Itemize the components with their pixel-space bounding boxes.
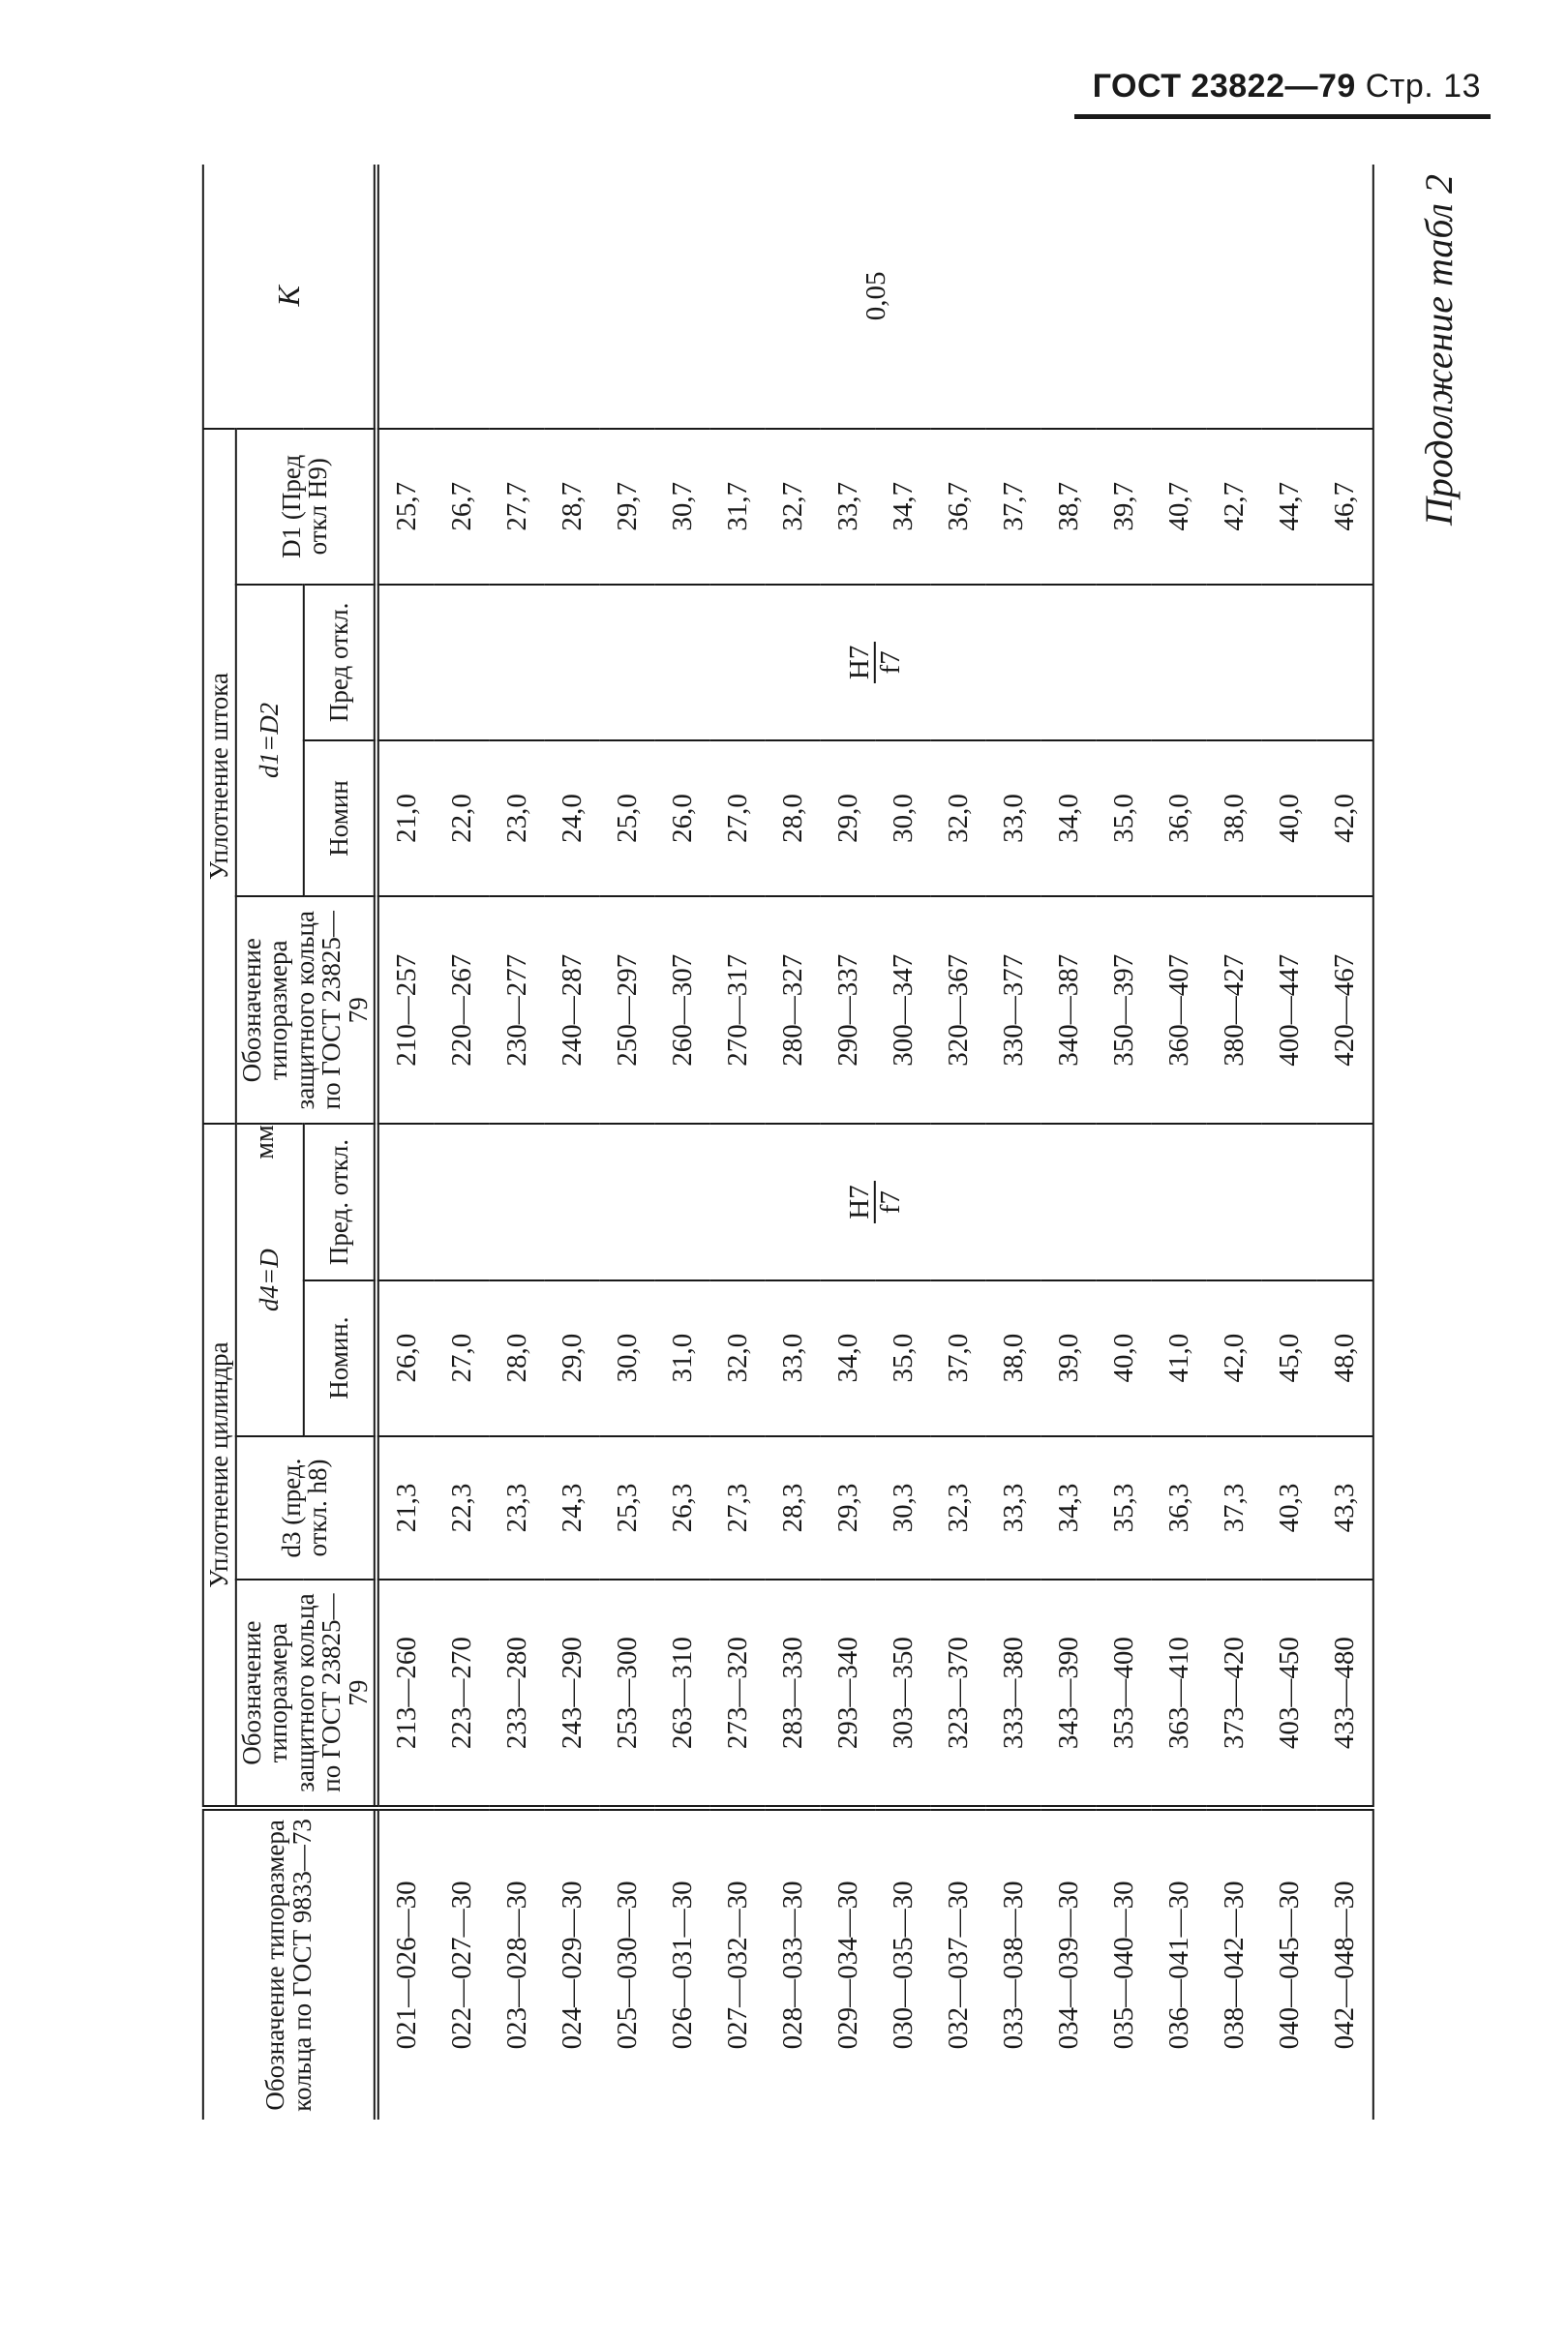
- cell-rod-guard: 380—427: [1207, 896, 1262, 1124]
- cell-cyl-guard: 373—420: [1219, 1637, 1250, 1750]
- cell-cyl-guard: 323—370: [943, 1637, 974, 1750]
- cell-rod-guard: 240—287: [545, 896, 600, 1124]
- cell-rod-D1: 38,7: [1041, 429, 1097, 585]
- cell-rod-nom: 25,0: [600, 740, 655, 896]
- cell-cyl-nom: 45,0: [1262, 1280, 1317, 1436]
- cell-cyl-nom: 37,0: [931, 1280, 986, 1436]
- cell-rod-nom: 24,0: [545, 740, 600, 896]
- cell-cyl-guard: 273—320: [722, 1637, 753, 1750]
- cell-ring-designation: 023—028—30: [490, 1808, 545, 2120]
- header-rule: [1074, 114, 1491, 119]
- cell-rod-nom: 36,0: [1152, 740, 1207, 896]
- cyl-fit-fraction: [845, 1181, 906, 1222]
- cell-ring-designation: 029—034—30: [821, 1808, 876, 2120]
- cell-cyl-d3: 22,3: [435, 1436, 490, 1580]
- cell-rod-D1: 29,7: [600, 429, 655, 585]
- cell-cyl-d3: 23,3: [490, 1436, 545, 1580]
- cell-cyl-d3: 35,3: [1097, 1436, 1152, 1580]
- cyl-fit-hole: H7: [845, 1181, 876, 1222]
- cell-ring-designation: 032—037—30: [931, 1808, 986, 2120]
- cell-rod-guard: 220—267: [435, 896, 490, 1124]
- cell-rod-D1: 36,7: [931, 429, 986, 585]
- k-value-text: 0,05: [859, 271, 891, 321]
- cell-cyl-d3: 21,3: [377, 1436, 435, 1580]
- cell-cyl-d3: 37,3: [1207, 1436, 1262, 1580]
- cell-rod-guard: 350—397: [1097, 896, 1152, 1124]
- rod-fit-shaft: f7: [875, 650, 907, 675]
- cell-rod-guard: 340—387: [1041, 896, 1097, 1124]
- cell-rod-guard: 330—377: [986, 896, 1041, 1124]
- cell-cyl-nom: 33,0: [766, 1280, 821, 1436]
- col-ring-designation: Обозначение типоразмера кольца по ГОСТ 9833—73: [203, 1808, 377, 2120]
- cell-cyl-d3: 27,3: [710, 1436, 766, 1580]
- cell-cyl-d3: 25,3: [600, 1436, 655, 1580]
- cell-cyl-nom: 40,0: [1097, 1280, 1152, 1436]
- cell-rod-D1: 44,7: [1262, 429, 1317, 585]
- col-rod-guard: Обозначение типоразмера защитного кольца по ГОСТ 23825—79: [235, 896, 377, 1124]
- standard-number: ГОСТ 23822—79: [1092, 68, 1356, 105]
- cell-ring-designation: 024—029—30: [545, 1808, 600, 2120]
- cell-ring-designation: 022—027—30: [435, 1808, 490, 2120]
- cell-ring-designation: 036—041—30: [1152, 1808, 1207, 2120]
- col-rod-group: Уплотнение штока: [203, 429, 236, 1125]
- cell-cyl-guard: 213—260: [391, 1637, 422, 1750]
- cell-cyl-nom: 42,0: [1207, 1280, 1262, 1436]
- cell-rod-nom: 34,0: [1041, 740, 1097, 896]
- cell-rod-D1: 46,7: [1317, 429, 1373, 585]
- cell-rod-D1: 34,7: [876, 429, 931, 585]
- cell-rod-guard: 400—447: [1262, 896, 1317, 1124]
- cell-ring-designation: 027—032—30: [710, 1808, 766, 2120]
- cell-cyl-nom: 34,0: [821, 1280, 876, 1436]
- cell-cyl-guard: 333—380: [998, 1637, 1029, 1750]
- cell-cyl-nom: 31,0: [655, 1280, 710, 1436]
- cell-cyl-nom: 29,0: [545, 1280, 600, 1436]
- cell-rod-nom: 42,0: [1317, 740, 1373, 896]
- table-caption: Продолжение табл 2: [1417, 174, 1461, 527]
- cell-ring-designation: 021—026—30: [377, 1808, 435, 2120]
- cell-cyl-d3: 43,3: [1317, 1436, 1373, 1580]
- col-cyl-tol: Пред. откл.: [304, 1124, 377, 1279]
- cell-cyl-nom: 32,0: [710, 1280, 766, 1436]
- cell-cyl-guard: 403—450: [1274, 1637, 1305, 1750]
- cell-cyl-nom: 41,0: [1152, 1280, 1207, 1436]
- cell-rod-guard: 210—257: [377, 896, 435, 1124]
- k-value: [377, 165, 1373, 429]
- cell-cyl-guard: 363—410: [1163, 1637, 1194, 1750]
- rod-fit-hole: H7: [845, 642, 876, 683]
- page-number: Стр. 13: [1365, 68, 1481, 105]
- col-cyl-d4-group: d4=D: [235, 1124, 304, 1435]
- cell-cyl-d3: 32,3: [931, 1436, 986, 1580]
- cell-rod-guard: 320—367: [931, 896, 986, 1124]
- rotated-table-block: [203, 165, 1462, 2120]
- cell-rod-D1: 40,7: [1152, 429, 1207, 585]
- cell-cyl-nom: 27,0: [435, 1280, 490, 1436]
- cell-cyl-guard: 343—390: [1053, 1637, 1084, 1750]
- cell-cyl-d3: 24,3: [545, 1436, 600, 1580]
- cell-rod-guard: 420—467: [1317, 896, 1373, 1124]
- cell-rod-nom: 29,0: [821, 740, 876, 896]
- cell-ring-designation: 038—042—30: [1207, 1808, 1262, 2120]
- cell-cyl-guard: 263—310: [667, 1637, 698, 1750]
- cell-ring-designation: 034—039—30: [1041, 1808, 1097, 2120]
- cyl-fit-shaft: f7: [875, 1189, 907, 1215]
- cell-cyl-d3: 40,3: [1262, 1436, 1317, 1580]
- cell-cyl-guard: 353—400: [1108, 1637, 1139, 1750]
- cell-rod-D1: 42,7: [1207, 429, 1262, 585]
- cell-rod-nom: 27,0: [710, 740, 766, 896]
- cell-rod-D1: 27,7: [490, 429, 545, 585]
- col-k: K: [203, 165, 377, 429]
- col-rod-D1: D1 (Пред откл H9): [235, 429, 377, 585]
- cell-rod-guard: 270—317: [710, 896, 766, 1124]
- cell-rod-nom: 26,0: [655, 740, 710, 896]
- cell-cyl-nom: 30,0: [600, 1280, 655, 1436]
- dimensions-table: [202, 165, 1374, 2120]
- cell-rod-D1: 30,7: [655, 429, 710, 585]
- col-rod-d1-group: d1=D2: [235, 585, 304, 896]
- cell-rod-nom: 22,0: [435, 740, 490, 896]
- table-body: [377, 165, 1373, 2120]
- cell-rod-nom: 40,0: [1262, 740, 1317, 896]
- cell-rod-guard: 230—277: [490, 896, 545, 1124]
- rod-tolerance-fit: [377, 585, 1373, 740]
- cell-rod-D1: 39,7: [1097, 429, 1152, 585]
- cell-ring-designation: 030—035—30: [876, 1808, 931, 2120]
- cell-rod-nom: 21,0: [377, 740, 435, 896]
- cell-cyl-guard: 253—300: [612, 1637, 643, 1750]
- cell-rod-D1: 28,7: [545, 429, 600, 585]
- cell-cyl-guard: 293—340: [832, 1637, 863, 1750]
- cell-rod-D1: 37,7: [986, 429, 1041, 585]
- cell-ring-designation: 040—045—30: [1262, 1808, 1317, 2120]
- cell-ring-designation: 026—031—30: [655, 1808, 710, 2120]
- cell-cyl-d3: 29,3: [821, 1436, 876, 1580]
- cell-cyl-nom: 28,0: [490, 1280, 545, 1436]
- rod-fit-fraction: [845, 642, 906, 683]
- cell-rod-guard: 250—297: [600, 896, 655, 1124]
- cell-cyl-guard: 283—330: [777, 1637, 808, 1750]
- cell-cyl-d3: 33,3: [986, 1436, 1041, 1580]
- cell-rod-D1: 31,7: [710, 429, 766, 585]
- cell-ring-designation: 025—030—30: [600, 1808, 655, 2120]
- cell-rod-guard: 290—337: [821, 896, 876, 1124]
- cell-cyl-guard: 223—270: [446, 1637, 477, 1750]
- cell-ring-designation: 042—048—30: [1317, 1808, 1373, 2120]
- cell-rod-guard: 260—307: [655, 896, 710, 1124]
- col-rod-nom: Номин: [304, 740, 377, 896]
- cell-rod-guard: 300—347: [876, 896, 931, 1124]
- unit-label: мм: [250, 1125, 280, 1159]
- cell-rod-nom: 33,0: [986, 740, 1041, 896]
- cell-cyl-guard: 233—280: [501, 1637, 532, 1750]
- cell-rod-D1: 33,7: [821, 429, 876, 585]
- page-header: [1093, 68, 1481, 105]
- cell-ring-designation: 028—033—30: [766, 1808, 821, 2120]
- cell-cyl-guard: 433—480: [1329, 1637, 1360, 1750]
- cell-cyl-guard: 243—290: [557, 1637, 588, 1750]
- cell-rod-guard: 280—327: [766, 896, 821, 1124]
- cell-rod-D1: 32,7: [766, 429, 821, 585]
- cell-cyl-nom: 26,0: [377, 1280, 435, 1436]
- cell-rod-nom: 23,0: [490, 740, 545, 896]
- cell-rod-nom: 30,0: [876, 740, 931, 896]
- col-cylinder-group: Уплотнение цилиндра: [203, 1124, 236, 1807]
- cell-cyl-nom: 39,0: [1041, 1280, 1097, 1436]
- cell-cyl-nom: 48,0: [1317, 1280, 1373, 1436]
- cell-rod-nom: 32,0: [931, 740, 986, 896]
- col-cyl-guard: Обозначение типоразмера защитного кольца по ГОСТ 23825—79: [235, 1580, 377, 1807]
- cell-cyl-d3: 28,3: [766, 1436, 821, 1580]
- cell-rod-nom: 38,0: [1207, 740, 1262, 896]
- cell-rod-nom: 35,0: [1097, 740, 1152, 896]
- cell-cyl-guard: 303—350: [888, 1637, 919, 1750]
- cell-rod-D1: 26,7: [435, 429, 490, 585]
- cyl-tolerance-fit: [377, 1124, 1373, 1279]
- table-row: [377, 165, 435, 2120]
- cell-cyl-nom: 38,0: [986, 1280, 1041, 1436]
- cell-ring-designation: 033—038—30: [986, 1808, 1041, 2120]
- cell-cyl-d3: 36,3: [1152, 1436, 1207, 1580]
- col-rod-tol: Пред откл.: [304, 585, 377, 740]
- col-cyl-d3: d3 (пред. откл. h8): [235, 1436, 377, 1580]
- cell-cyl-nom: 35,0: [876, 1280, 931, 1436]
- col-cyl-nom: Номин.: [304, 1280, 377, 1436]
- cell-cyl-d3: 26,3: [655, 1436, 710, 1580]
- cell-cyl-d3: 34,3: [1041, 1436, 1097, 1580]
- cell-rod-guard: 360—407: [1152, 896, 1207, 1124]
- cell-rod-nom: 28,0: [766, 740, 821, 896]
- cell-cyl-d3: 30,3: [876, 1436, 931, 1580]
- cell-rod-D1: 25,7: [377, 429, 435, 585]
- cell-ring-designation: 035—040—30: [1097, 1808, 1152, 2120]
